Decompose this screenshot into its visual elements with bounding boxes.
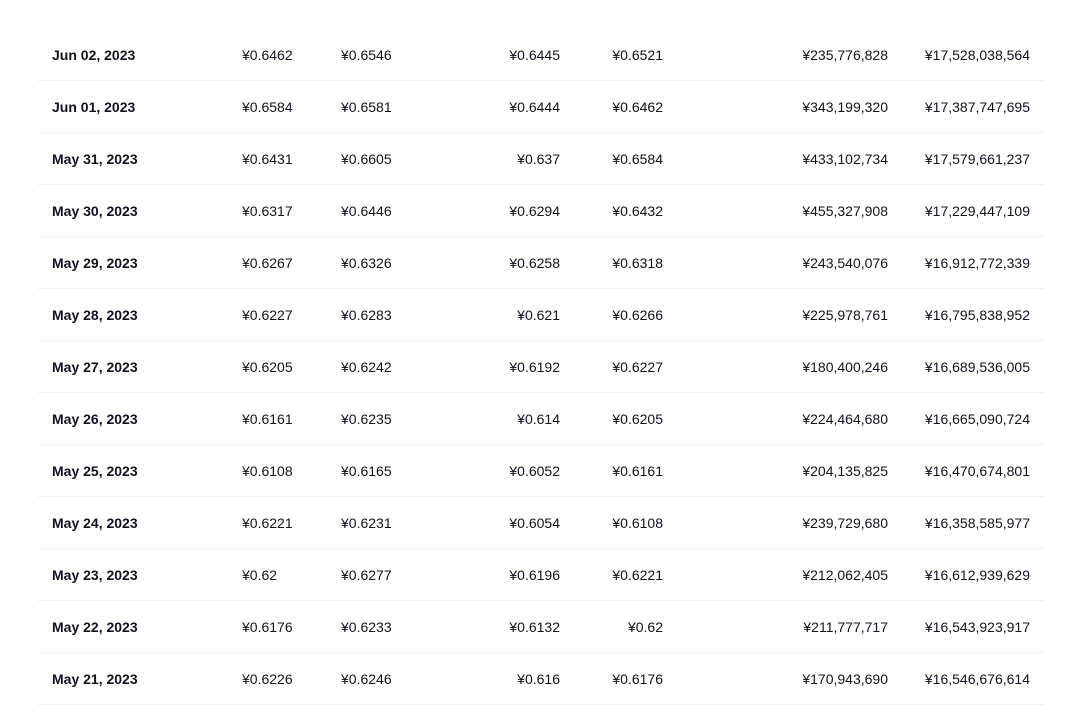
close-cell: ¥0.6227 xyxy=(560,341,663,393)
market-cap-cell: ¥16,795,838,952 xyxy=(888,289,1044,341)
market-cap-cell: ¥17,229,447,109 xyxy=(888,185,1044,237)
date-cell: May 21, 2023 xyxy=(38,653,238,705)
market-cap-cell: ¥16,912,772,339 xyxy=(888,237,1044,289)
market-cap-cell: ¥17,387,747,695 xyxy=(888,81,1044,133)
volume-cell: ¥212,062,405 xyxy=(663,549,888,601)
open-cell: ¥0.6205 xyxy=(238,341,341,393)
open-cell: ¥0.6226 xyxy=(238,653,341,705)
open-cell: ¥0.6161 xyxy=(238,393,341,445)
close-cell: ¥0.6161 xyxy=(560,445,663,497)
volume-cell: ¥243,540,076 xyxy=(663,237,888,289)
volume-cell: ¥433,102,734 xyxy=(663,133,888,185)
date-cell: May 26, 2023 xyxy=(38,393,238,445)
date-cell: May 27, 2023 xyxy=(38,341,238,393)
date-cell: May 23, 2023 xyxy=(38,549,238,601)
market-cap-cell: ¥16,612,939,629 xyxy=(888,549,1044,601)
low-cell: ¥0.614 xyxy=(444,393,560,445)
table-row xyxy=(38,653,1044,705)
date-cell: May 29, 2023 xyxy=(38,237,238,289)
open-cell: ¥0.6584 xyxy=(238,81,341,133)
close-cell: ¥0.6521 xyxy=(560,29,663,81)
volume-cell: ¥180,400,246 xyxy=(663,341,888,393)
date-cell: Jun 02, 2023 xyxy=(38,29,238,81)
high-cell: ¥0.6283 xyxy=(341,289,444,341)
low-cell: ¥0.6258 xyxy=(444,237,560,289)
high-cell: ¥0.6326 xyxy=(341,237,444,289)
table-row xyxy=(38,29,1044,81)
date-cell: May 28, 2023 xyxy=(38,289,238,341)
volume-cell: ¥239,729,680 xyxy=(663,497,888,549)
table-row xyxy=(38,133,1044,185)
date-cell: Jun 01, 2023 xyxy=(38,81,238,133)
low-cell: ¥0.6196 xyxy=(444,549,560,601)
table-row xyxy=(38,445,1044,497)
volume-cell: ¥170,943,690 xyxy=(663,653,888,705)
volume-cell: ¥204,135,825 xyxy=(663,445,888,497)
low-cell: ¥0.6445 xyxy=(444,29,560,81)
table-row xyxy=(38,289,1044,341)
open-cell: ¥0.6227 xyxy=(238,289,341,341)
date-cell: May 24, 2023 xyxy=(38,497,238,549)
table-row xyxy=(38,341,1044,393)
market-cap-cell: ¥16,470,674,801 xyxy=(888,445,1044,497)
table-row xyxy=(38,601,1044,653)
open-cell: ¥0.62 xyxy=(238,549,341,601)
high-cell: ¥0.6605 xyxy=(341,133,444,185)
open-cell: ¥0.6267 xyxy=(238,237,341,289)
volume-cell: ¥211,777,717 xyxy=(663,601,888,653)
market-cap-cell: ¥16,543,923,917 xyxy=(888,601,1044,653)
volume-cell: ¥235,776,828 xyxy=(663,29,888,81)
close-cell: ¥0.6584 xyxy=(560,133,663,185)
open-cell: ¥0.6221 xyxy=(238,497,341,549)
open-cell: ¥0.6108 xyxy=(238,445,341,497)
high-cell: ¥0.6546 xyxy=(341,29,444,81)
table-row xyxy=(38,393,1044,445)
low-cell: ¥0.6192 xyxy=(444,341,560,393)
close-cell: ¥0.6221 xyxy=(560,549,663,601)
volume-cell: ¥343,199,320 xyxy=(663,81,888,133)
open-cell: ¥0.6317 xyxy=(238,185,341,237)
market-cap-cell: ¥16,689,536,005 xyxy=(888,341,1044,393)
historical-data-table-container xyxy=(38,29,1044,705)
table-row xyxy=(38,237,1044,289)
low-cell: ¥0.6444 xyxy=(444,81,560,133)
volume-cell: ¥455,327,908 xyxy=(663,185,888,237)
close-cell: ¥0.6318 xyxy=(560,237,663,289)
close-cell: ¥0.6205 xyxy=(560,393,663,445)
open-cell: ¥0.6431 xyxy=(238,133,341,185)
high-cell: ¥0.6446 xyxy=(341,185,444,237)
table-row xyxy=(38,549,1044,601)
low-cell: ¥0.621 xyxy=(444,289,560,341)
high-cell: ¥0.6242 xyxy=(341,341,444,393)
low-cell: ¥0.6294 xyxy=(444,185,560,237)
date-cell: May 31, 2023 xyxy=(38,133,238,185)
close-cell: ¥0.62 xyxy=(560,601,663,653)
table-body xyxy=(38,29,1044,705)
close-cell: ¥0.6108 xyxy=(560,497,663,549)
open-cell: ¥0.6176 xyxy=(238,601,341,653)
close-cell: ¥0.6176 xyxy=(560,653,663,705)
close-cell: ¥0.6266 xyxy=(560,289,663,341)
low-cell: ¥0.6052 xyxy=(444,445,560,497)
high-cell: ¥0.6233 xyxy=(341,601,444,653)
high-cell: ¥0.6277 xyxy=(341,549,444,601)
high-cell: ¥0.6581 xyxy=(341,81,444,133)
high-cell: ¥0.6235 xyxy=(341,393,444,445)
low-cell: ¥0.637 xyxy=(444,133,560,185)
table-row xyxy=(38,81,1044,133)
low-cell: ¥0.6132 xyxy=(444,601,560,653)
market-cap-cell: ¥16,546,676,614 xyxy=(888,653,1044,705)
volume-cell: ¥225,978,761 xyxy=(663,289,888,341)
close-cell: ¥0.6462 xyxy=(560,81,663,133)
volume-cell: ¥224,464,680 xyxy=(663,393,888,445)
high-cell: ¥0.6231 xyxy=(341,497,444,549)
table-row xyxy=(38,497,1044,549)
high-cell: ¥0.6246 xyxy=(341,653,444,705)
high-cell: ¥0.6165 xyxy=(341,445,444,497)
table-row xyxy=(38,185,1044,237)
low-cell: ¥0.6054 xyxy=(444,497,560,549)
market-cap-cell: ¥17,528,038,564 xyxy=(888,29,1044,81)
date-cell: May 22, 2023 xyxy=(38,601,238,653)
market-cap-cell: ¥17,579,661,237 xyxy=(888,133,1044,185)
market-cap-cell: ¥16,358,585,977 xyxy=(888,497,1044,549)
date-cell: May 25, 2023 xyxy=(38,445,238,497)
historical-data-table xyxy=(38,29,1044,705)
market-cap-cell: ¥16,665,090,724 xyxy=(888,393,1044,445)
open-cell: ¥0.6462 xyxy=(238,29,341,81)
low-cell: ¥0.616 xyxy=(444,653,560,705)
date-cell: May 30, 2023 xyxy=(38,185,238,237)
close-cell: ¥0.6432 xyxy=(560,185,663,237)
